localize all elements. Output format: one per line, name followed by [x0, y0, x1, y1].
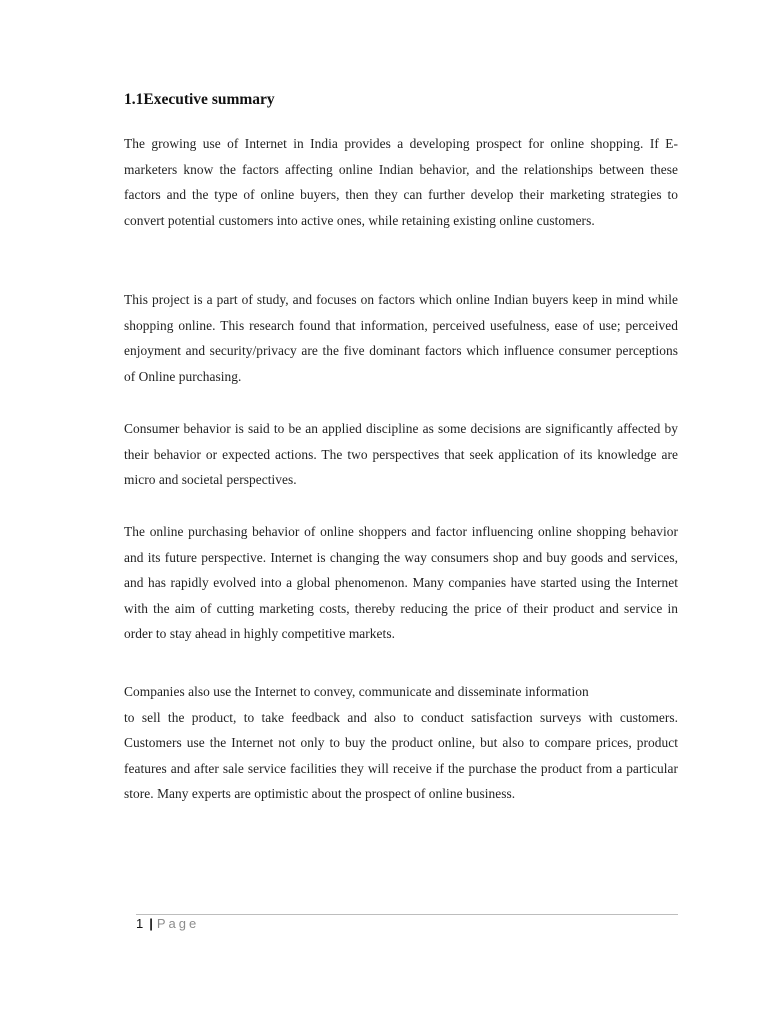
paragraph-3: Consumer behavior is said to be an applied discipline as some decisions are significantly affected by their behavior or expected actions. The two perspectives that seek application of its knowledge are micro and societal perspectives. — [124, 421, 678, 488]
page-label: Page — [156, 916, 200, 931]
paragraph-5-rest: to sell the product, to take feedback and also to conduct satisfaction surveys with customers. Customers use the Internet not only to buy the product online, but also to compare prices, product features and after sale service facilities they will receive if the purchase the product from a particular store. Many experts are optimistic about the prospect of online business. — [124, 709, 678, 802]
paragraph-2: This project is a part of study, and focuses on factors which online Indian buyers keep in mind while shopping online. This research found that information, perceived usefulness, ease of use; perceived enjoyment and security/privacy are the five dominant factors which influence consumer perceptions of Online purchasing. — [124, 292, 678, 384]
footer-divider — [136, 914, 678, 915]
section-heading: 1.1Executive summary — [124, 91, 275, 108]
paragraph-4: The online purchasing behavior of online shoppers and factor influencing online shopping behavior and its future perspective. Internet is changing the way consumers shop and buy goods and services, and has rapidly evolved into a global phenomenon. Many companies have started using the Internet with the aim of cutting marketing costs, thereby reducing the price of their product and service in order to stay ahead in highly competitive markets. — [124, 524, 678, 642]
page-footer — [136, 915, 199, 933]
paragraph-5 — [124, 679, 678, 807]
page-number: 1 — [136, 916, 144, 931]
paragraph-5-first-line: Companies also use the Internet to convey, communicate and disseminate information — [124, 684, 589, 699]
paragraph-1: The growing use of Internet in India provides a developing prospect for online shopping. If E-marketers know the factors affecting online Indian behavior, and the relationships between these factors and the type of online buyers, then they can further develop their marketing strategies to convert potential customers into active ones, while retaining existing online customers. — [124, 136, 678, 228]
footer-separator: | — [149, 916, 153, 931]
